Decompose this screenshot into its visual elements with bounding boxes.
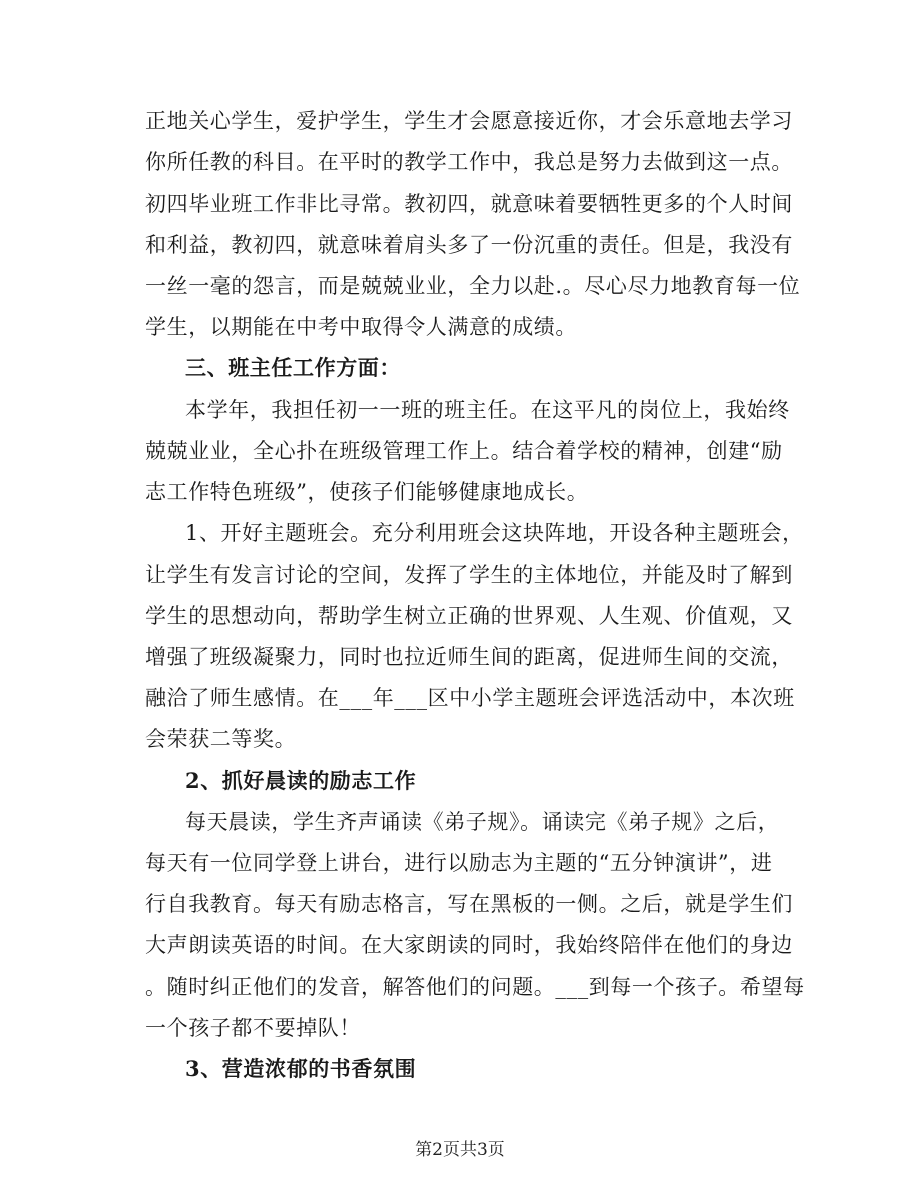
- paragraph-line: 让学生有发言讨论的空间，发挥了学生的主体地位，并能及时了解到: [145, 563, 793, 587]
- page-number-footer: 第2页共3页: [415, 1140, 505, 1160]
- paragraph-line: 一个孩子都不要掉队！: [145, 1016, 361, 1040]
- paragraph-line: 增强了班级凝聚力，同时也拉近师生间的距离，促进师生间的交流，: [145, 645, 793, 669]
- paragraph-line: 学生的思想动向，帮助学生树立正确的世界观、人生观、价值观，又: [145, 604, 793, 628]
- paragraph-line: 融洽了师生感情。在___年___区中小学主题班会评选活动中，本次班: [145, 686, 795, 710]
- sub-heading: 3、营造浓郁的书香氛围: [185, 1056, 417, 1081]
- section-heading: 三、班主任工作方面：: [185, 355, 401, 380]
- paragraph-line: 你所任教的科目。在平时的教学工作中，我总是努力去做到这一点。: [145, 150, 793, 174]
- paragraph-line: 。随时纠正他们的发音，解答他们的问题。___到每一个孩子。希望每: [145, 975, 805, 999]
- paragraph-line: 本学年，我担任初一一班的班主任。在这平凡的岗位上，我始终: [185, 398, 790, 422]
- sub-heading: 2、抓好晨读的励志工作: [185, 768, 417, 793]
- paragraph-line: 一丝一毫的怨言，而是兢兢业业，全力以赴.。尽心尽力地教育每一位: [145, 274, 801, 298]
- paragraph-line: 正地关心学生，爱护学生，学生才会愿意接近你，才会乐意地去学习: [145, 109, 793, 133]
- paragraph-line: 学生，以期能在中考中取得令人满意的成绩。: [145, 315, 577, 339]
- paragraph-line: 和利益，教初四，就意味着肩头多了一份沉重的责任。但是，我没有: [145, 233, 793, 257]
- paragraph-line: 会荣获二等奖。: [145, 727, 297, 751]
- paragraph-line: 兢兢业业，全心扑在班级管理工作上。结合着学校的精神，创建“励: [145, 439, 783, 463]
- paragraph-line: 行自我教育。每天有励志格言，写在黑板的一侧。之后，就是学生们: [145, 892, 793, 916]
- paragraph-line: 初四毕业班工作非比寻常。教初四，就意味着要牺牲更多的个人时间: [145, 192, 793, 216]
- paragraph-line: 大声朗读英语的时间。在大家朗读的同时，我始终陪伴在他们的身边: [145, 933, 793, 957]
- paragraph-line: 志工作特色班级”，使孩子们能够健康地成长。: [145, 480, 589, 504]
- paragraph-line: 每天晨读，学生齐声诵读《弟子规》。诵读完《弟子规》之后，: [185, 810, 780, 834]
- paragraph-line: 每天有一位同学登上讲台，进行以励志为主题的“五分钟演讲”，进: [145, 851, 773, 875]
- paragraph-line: 1、开好主题班会。充分利用班会这块阵地，开设各种主题班会，: [185, 521, 804, 545]
